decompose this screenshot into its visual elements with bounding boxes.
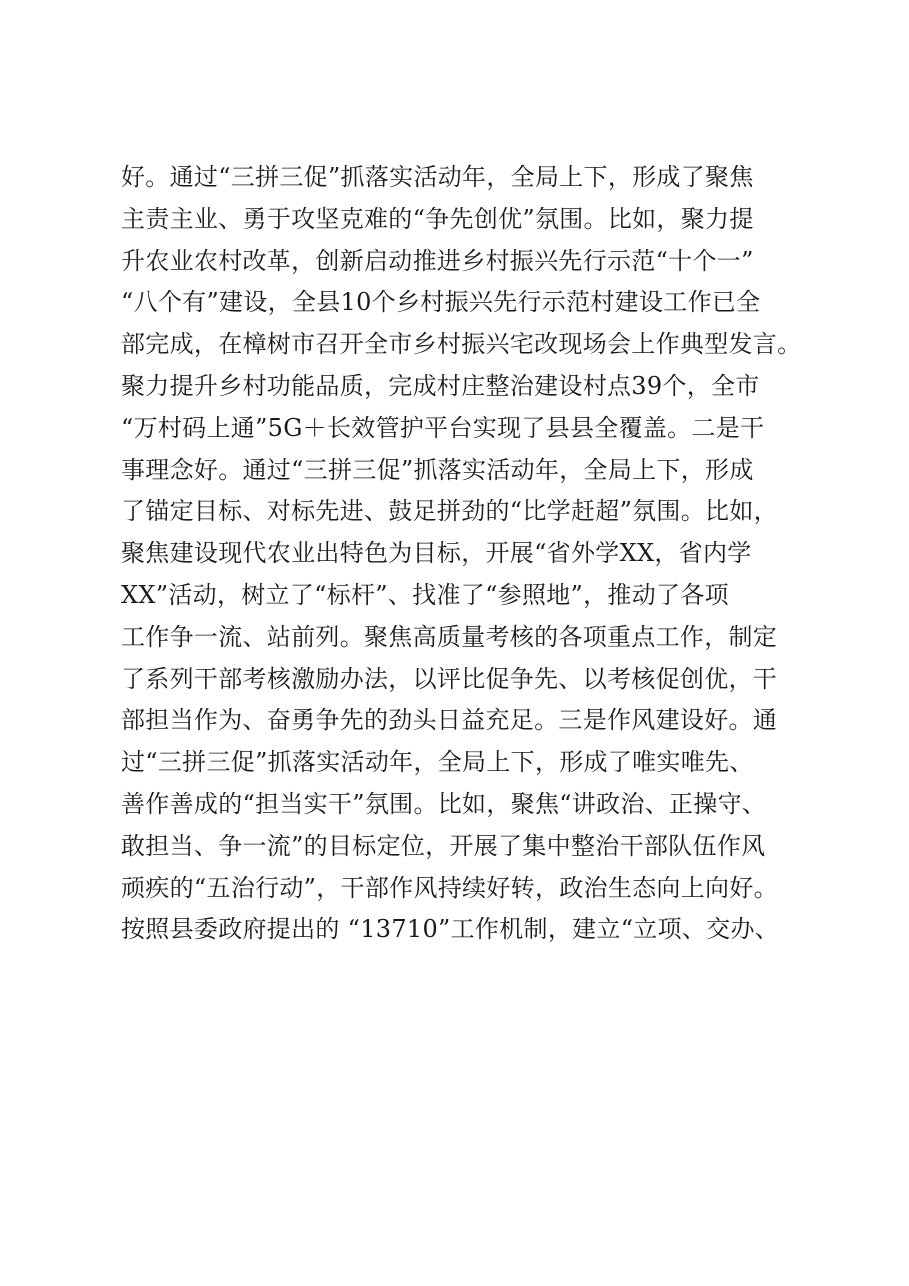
text-line-19: 按照县委政府提出的 “13710”工作机制，建立“立项、交办、 <box>121 915 780 944</box>
text-line-15: 过“三拼三促”抓落实活动年，全局上下，形成了唯实唯先、 <box>121 748 754 777</box>
text-line-10: 聚焦建设现代农业出特色为目标，开展“省外学XX，省内学 <box>121 539 752 568</box>
body-text <box>121 157 801 951</box>
text-line-14: 部担当作为、奋勇争先的劲头日益充足。三是作风建设好。通 <box>121 706 778 735</box>
text-line-2: 主责主业、勇于攻坚克难的“争先创优”氛围。比如，聚力提 <box>121 204 754 233</box>
text-line-8: 事理念好。通过“三拼三促”抓落实活动年，全局上下，形成 <box>121 455 754 484</box>
text-line-18: 顽疾的“五治行动”，干部作风持续好转，政治生态向上向好。 <box>121 873 778 902</box>
text-line-9: 了锚定目标、对标先进、鼓足拼劲的“比学赶超”氛围。比如， <box>121 497 778 526</box>
text-line-7: “万村码上通”5G＋长效管护平台实现了县县全覆盖。二是干 <box>121 413 765 442</box>
text-line-6: 聚力提升乡村功能品质，完成村庄整治建设村点39个，全市 <box>121 371 760 400</box>
text-line-1: 好。通过“三拼三促”抓落实活动年，全局上下，形成了聚焦 <box>121 163 754 191</box>
text-line-17: 敢担当、争一流”的目标定位，开展了集中整治干部队伍作风 <box>121 831 766 860</box>
text-line-13: 了系列干部考核激励办法，以评比促争先、以考核促创优，干 <box>121 664 778 693</box>
text-line-11: XX”活动，树立了“标杆”、找准了“参照地”，推动了各项 <box>121 580 729 609</box>
text-line-3: 升农业农村改革，创新启动推进乡村振兴先行示范“十个一” <box>121 246 754 275</box>
text-line-12: 工作争一流、站前列。聚焦高质量考核的各项重点工作，制定 <box>121 622 778 651</box>
text-line-16: 善作善成的“担当实干”氛围。比如，聚焦“讲政治、正操守、 <box>121 789 767 818</box>
text-line-5: 部完成，在樟树市召开全市乡村振兴宅改现场会上作典型发言。 <box>121 330 802 359</box>
text-line-4: “八个有”建设，全县10个乡村振兴先行示范村建设工作已全 <box>121 288 761 317</box>
